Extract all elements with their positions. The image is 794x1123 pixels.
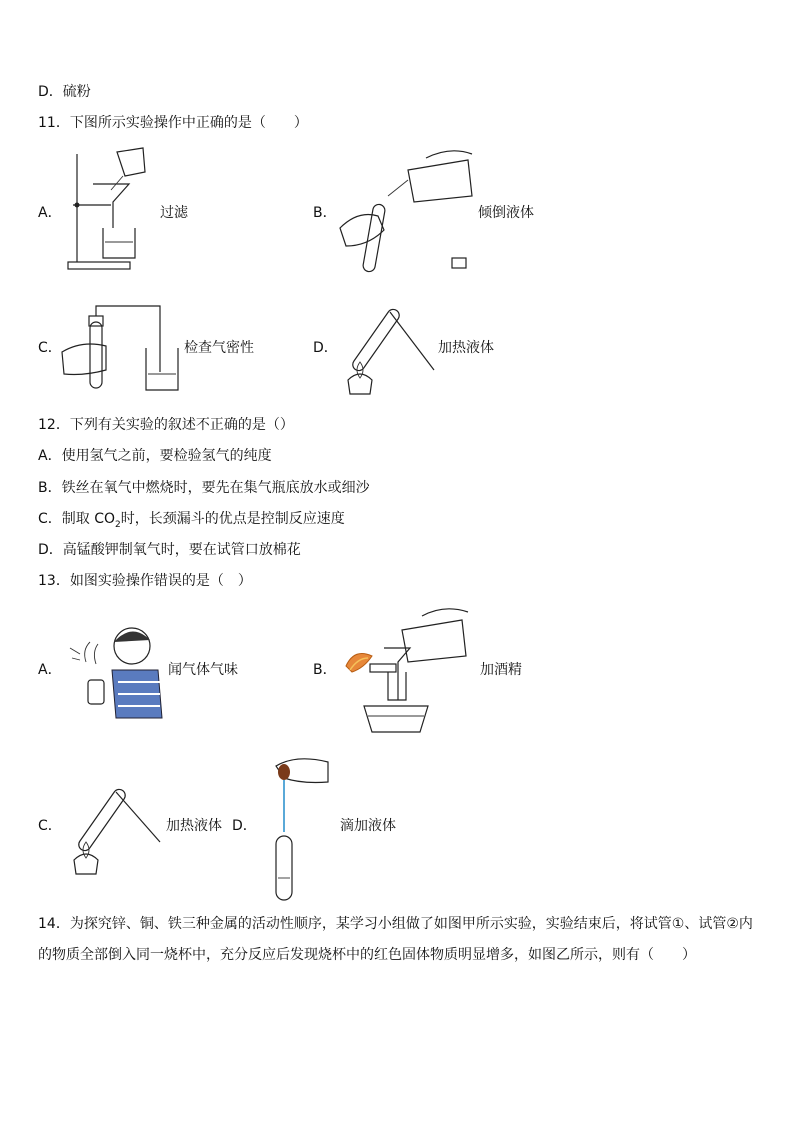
q11-c-letter: C．	[38, 340, 62, 356]
q13-b-adding-alcohol-figure	[344, 600, 474, 740]
q13-c-caption: 加热液体	[166, 818, 222, 834]
q11-b-letter: B．	[313, 205, 337, 221]
q10-option-d: D．硫粉	[38, 84, 91, 100]
q11-c-caption: 检查气密性	[184, 340, 254, 356]
q13-c-heating-figure	[68, 780, 163, 880]
q11-a-caption: 过滤	[160, 205, 188, 221]
q14-line-2: 的物质全部倒入同一烧杯中，充分反应后发现烧杯中的红色固体物质明显增多，如图乙所示，则有（ ）	[38, 947, 696, 963]
q13-stem: 13．如图实验操作错误的是（ ）	[38, 573, 252, 589]
q11-a-filtration-figure	[65, 150, 160, 272]
q13-a-caption: 闻气体气味	[168, 662, 238, 678]
q12-option-c-sub: 2	[115, 519, 121, 530]
q12-option-c	[38, 510, 345, 534]
q12-stem: 12．下列有关实验的叙述不正确的是（）	[38, 417, 294, 433]
q11-d-letter: D．	[313, 340, 338, 356]
q11-d-caption: 加热液体	[438, 340, 494, 356]
q13-b-caption: 加酒精	[480, 662, 522, 678]
q12-option-d: D．高锰酸钾制氧气时，要在试管口放棉花	[38, 542, 301, 558]
q13-c-letter: C．	[38, 818, 62, 834]
q11-c-airtightness-figure	[62, 300, 187, 392]
q11-stem: 11．下图所示实验操作中正确的是（ ）	[38, 115, 308, 131]
q13-d-dropping-figure	[266, 752, 332, 904]
q12-option-b: B．铁丝在氧气中燃烧时，要先在集气瓶底放水或细沙	[38, 480, 370, 496]
q13-d-letter: D．	[232, 818, 257, 834]
q14-line-1: 14．为探究锌、铜、铁三种金属的活动性顺序，某学习小组做了如图甲所示实验，实验结束后，将试管①、试管②内	[38, 916, 753, 932]
q13-a-smelling-figure	[68, 620, 166, 720]
q13-b-letter: B．	[313, 662, 337, 678]
q11-b-pouring-figure	[338, 150, 478, 275]
q13-a-letter: A．	[38, 662, 62, 678]
q12-option-a: A．使用氢气之前，要检验氢气的纯度	[38, 448, 272, 464]
q13-d-caption: 滴加液体	[340, 818, 396, 834]
q11-a-letter: A．	[38, 205, 62, 221]
q11-b-caption: 倾倒液体	[478, 205, 534, 221]
q11-d-heating-figure	[342, 300, 437, 400]
q12-option-c-pre: C．制取 CO	[38, 511, 116, 527]
q12-option-c-post: 时，长颈漏斗的优点是控制反应速度	[120, 511, 345, 527]
